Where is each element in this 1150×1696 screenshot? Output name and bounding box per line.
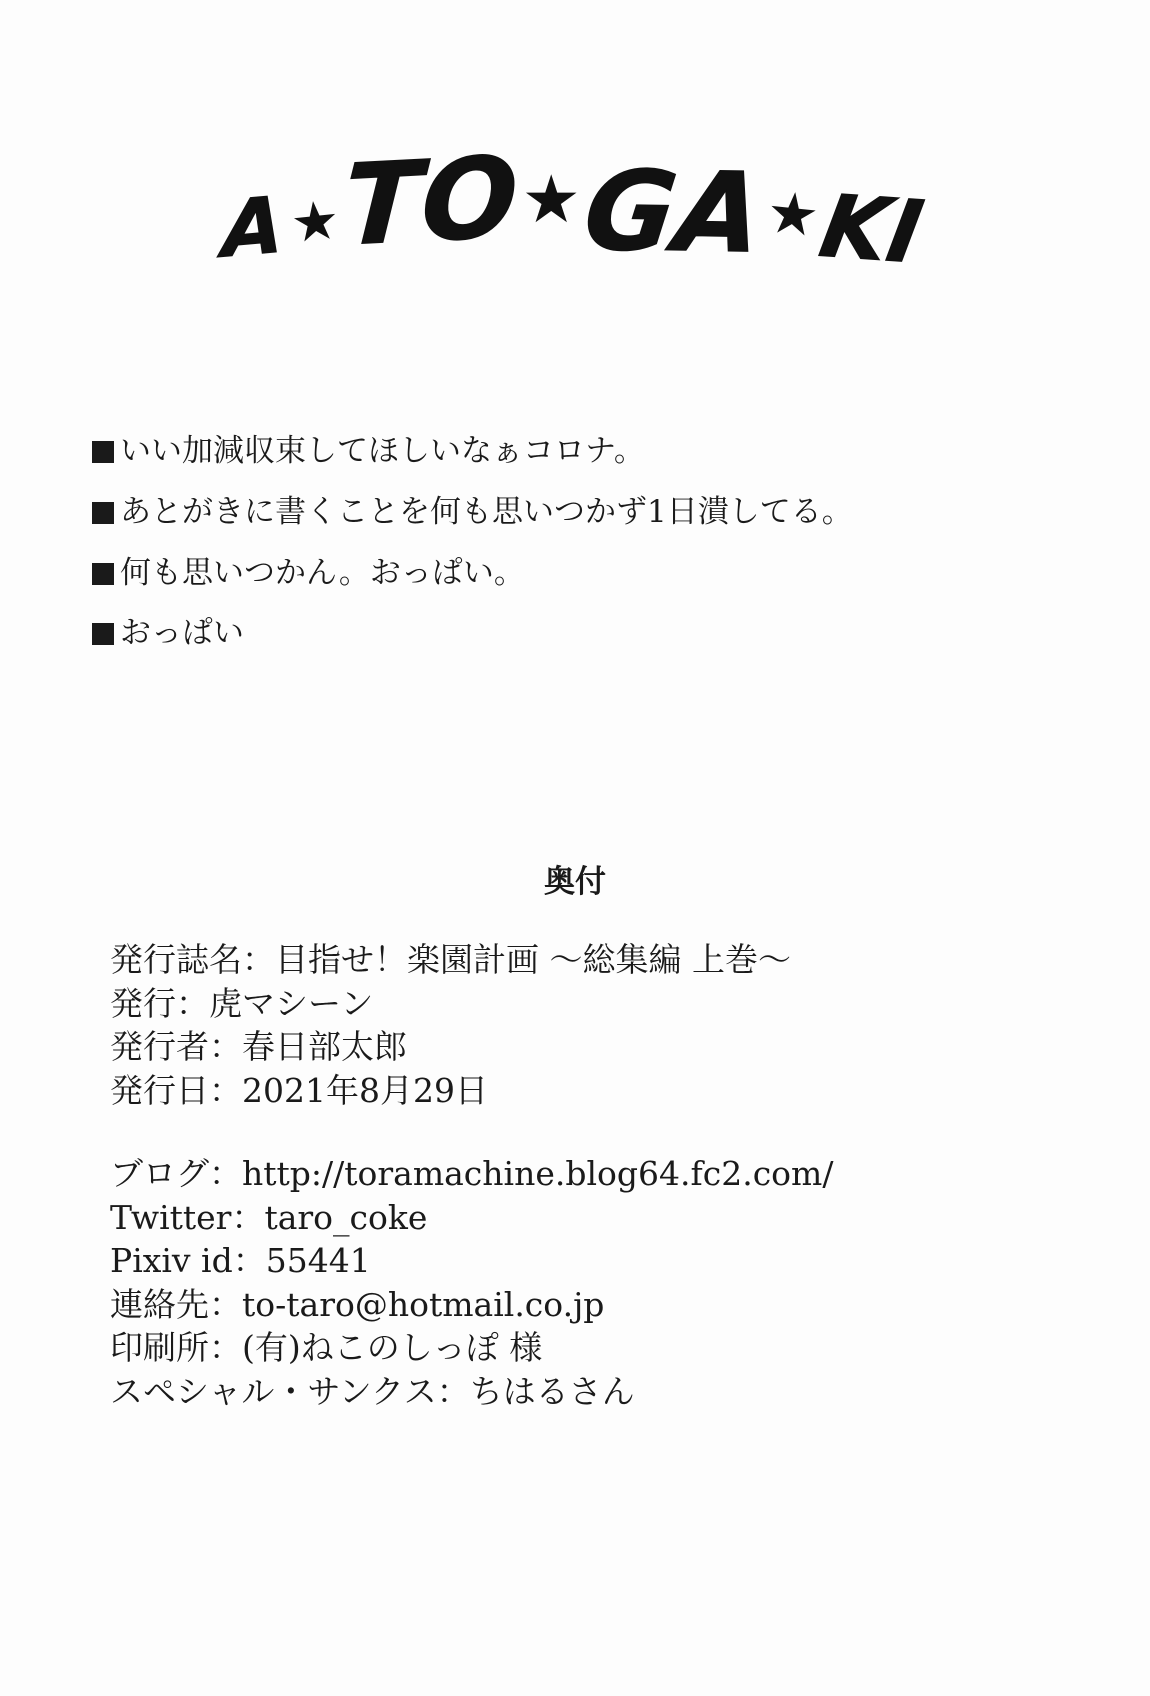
page-title bbox=[0, 132, 1150, 284]
colophon-printer: 印刷所：(有)ねこのしっぽ 様 bbox=[110, 1328, 543, 1368]
spacer bbox=[110, 1112, 1090, 1152]
colophon-block bbox=[110, 938, 1090, 1413]
colophon-twitter: Twitter：taro_coke bbox=[110, 1197, 428, 1237]
colophon-contact-email: 連絡先：to-taro@hotmail.co.jp bbox=[110, 1284, 605, 1324]
star-icon: ★ bbox=[521, 161, 582, 238]
black-square-bullet-icon bbox=[92, 441, 114, 463]
list-item bbox=[92, 554, 1052, 593]
star-icon: ★ bbox=[287, 187, 344, 256]
list-item bbox=[92, 614, 1052, 653]
black-square-bullet-icon bbox=[92, 563, 114, 585]
colophon-heading: 奥付 bbox=[544, 864, 606, 900]
colophon-publish-date: 発行日：2021年8月29日 bbox=[110, 1070, 488, 1110]
title-segment-2: TO bbox=[340, 132, 522, 272]
black-square-bullet-icon bbox=[92, 502, 114, 524]
list-item bbox=[92, 493, 1052, 532]
title-segment-3: GA bbox=[577, 146, 771, 278]
note-text: あとがきに書くことを何も思いつかず1日潰してる。 bbox=[120, 493, 853, 530]
colophon-blog: ブログ：http://toramachine.blog64.fc2.com/ bbox=[110, 1154, 834, 1194]
note-text: いい加減収束してほしいなぁコロナ。 bbox=[120, 433, 645, 469]
title-segment-4: KI bbox=[813, 176, 931, 284]
colophon-author: 発行者：春日部太郎 bbox=[110, 1027, 407, 1067]
black-square-bullet-icon bbox=[92, 623, 114, 645]
title-segment-1: A bbox=[221, 180, 286, 276]
star-icon: ★ bbox=[763, 177, 824, 251]
colophon-publisher: 発行：虎マシーン bbox=[110, 983, 374, 1023]
afterword-notes-list bbox=[92, 432, 1052, 675]
note-text: 何も思いつかん。おっぱい。 bbox=[120, 554, 525, 591]
colophon-publication-title: 発行誌名：目指せ！楽園計画 ～総集編 上巻～ bbox=[110, 940, 791, 979]
colophon-special-thanks: スペシャル・サンクス：ちはるさん bbox=[110, 1371, 635, 1411]
list-item bbox=[92, 432, 1052, 471]
note-text: おっぱい bbox=[120, 615, 244, 652]
title-logo bbox=[221, 132, 931, 284]
colophon-pixiv-id: Pixiv id：55441 bbox=[110, 1241, 371, 1281]
